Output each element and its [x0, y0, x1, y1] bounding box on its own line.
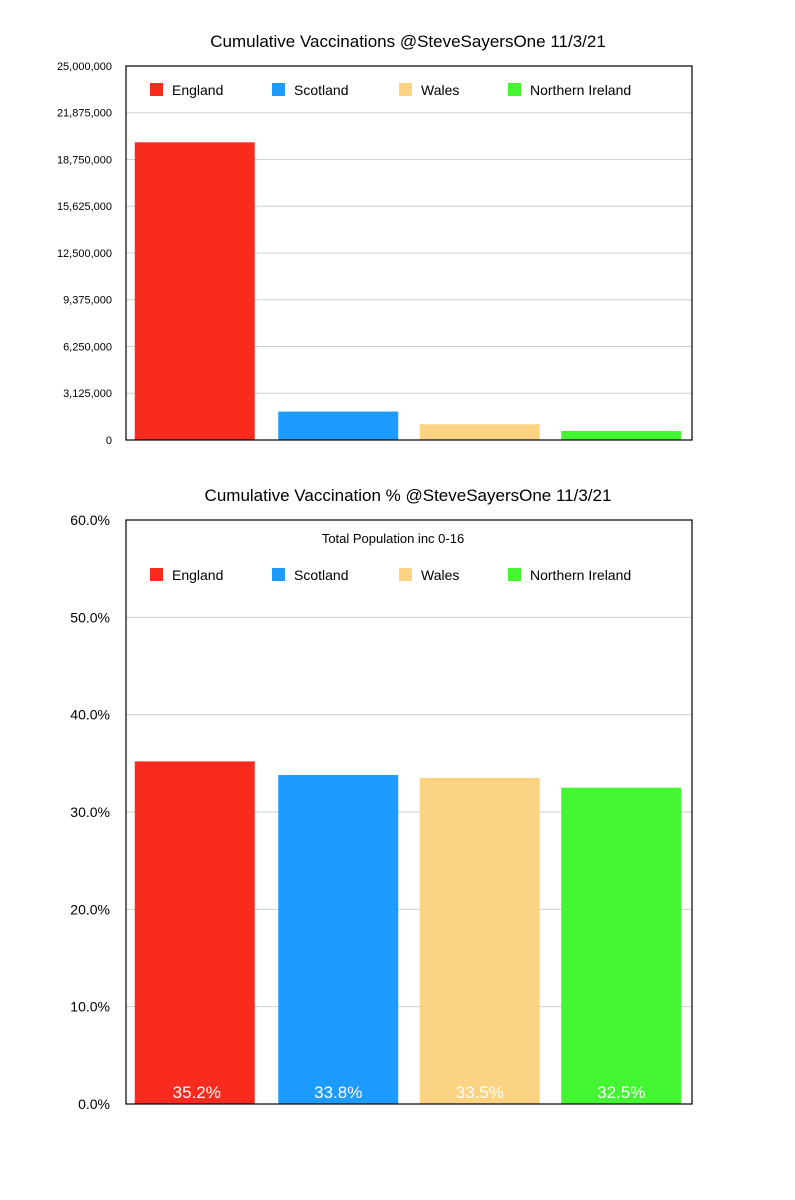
legend-label: England — [172, 567, 224, 583]
bar-data-label: 35.2% — [172, 1083, 221, 1102]
y-tick-label: 0 — [105, 434, 112, 447]
y-tick-label: 0.0% — [78, 1096, 110, 1113]
vaccination-percent-chart — [0, 470, 795, 1130]
legend-label: Northern Ireland — [530, 567, 632, 583]
y-tick-label: 15,625,000 — [56, 201, 112, 214]
legend-swatch-scotland — [272, 568, 285, 581]
legend-label: Wales — [421, 567, 460, 583]
y-tick-label: 9,375,000 — [63, 294, 112, 307]
bar-northern-ireland — [561, 788, 681, 1104]
y-tick-label: 6,250,000 — [63, 341, 112, 354]
legend-label: Scotland — [294, 82, 349, 98]
legend-label: Northern Ireland — [530, 82, 632, 98]
legend-swatch-scotland — [272, 83, 285, 96]
y-tick-label: 60.0% — [70, 512, 110, 529]
legend-swatch-wales — [399, 568, 412, 581]
y-tick-label: 18,750,000 — [56, 154, 112, 167]
chart-title: Cumulative Vaccination % @SteveSayersOne 11/3/21 — [204, 486, 612, 505]
legend-label: Scotland — [294, 567, 349, 583]
legend-swatch-wales — [399, 83, 412, 96]
y-tick-label: 40.0% — [70, 706, 110, 723]
bar-data-label: 32.5% — [597, 1083, 646, 1102]
legend-label: Wales — [421, 82, 460, 98]
bar-data-label: 33.5% — [455, 1083, 504, 1102]
y-tick-label: 12,500,000 — [56, 247, 112, 260]
chart-title: Cumulative Vaccinations @SteveSayersOne 11/3/21 — [210, 32, 606, 51]
bar-wales — [420, 424, 540, 440]
bar-scotland — [278, 412, 398, 440]
legend-swatch-england — [150, 568, 163, 581]
y-tick-label: 50.0% — [70, 609, 110, 626]
bar-england — [135, 761, 255, 1104]
legend-label: England — [172, 82, 224, 98]
bar-data-label: 33.8% — [314, 1083, 363, 1102]
y-tick-label: 21,875,000 — [56, 107, 112, 120]
y-tick-label: 30.0% — [70, 804, 110, 821]
legend-swatch-england — [150, 83, 163, 96]
bar-england — [135, 142, 255, 440]
vaccination-percent-chart-svg — [0, 470, 795, 1130]
vaccinations-count-chart — [0, 0, 795, 460]
vaccinations-count-chart-svg — [0, 0, 795, 460]
legend-swatch-northern-ireland — [508, 568, 521, 581]
y-tick-label: 20.0% — [70, 901, 110, 918]
bar-northern-ireland — [561, 431, 681, 440]
chart-subtitle: Total Population inc 0-16 — [321, 531, 465, 546]
bar-scotland — [278, 775, 398, 1104]
legend-swatch-northern-ireland — [508, 83, 521, 96]
y-tick-label: 25,000,000 — [56, 60, 112, 73]
y-tick-label: 10.0% — [70, 998, 110, 1015]
y-tick-label: 3,125,000 — [63, 388, 112, 401]
bar-wales — [420, 778, 540, 1104]
